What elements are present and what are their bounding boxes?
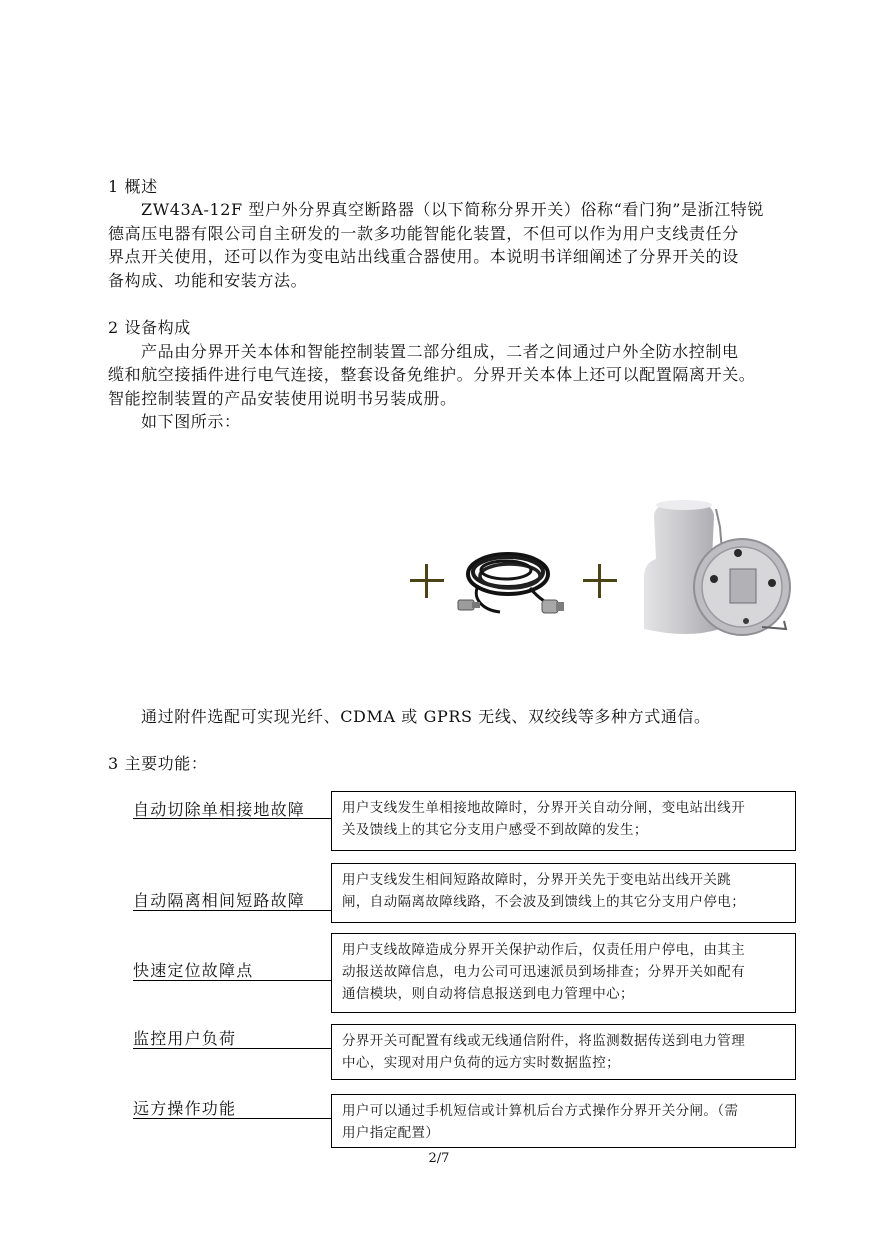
section1-heading: 1 概述 xyxy=(108,177,158,196)
section1-line-1: ZW43A-12F 型户外分界真空断路器（以下简称分界开关）俗称“看门狗”是浙江特锐 xyxy=(141,200,764,219)
figure-caption: 如下图所示： xyxy=(141,412,241,431)
feature-label-ground-fault: 自动切除单相接地故障 xyxy=(133,800,306,819)
section1-line-3: 界点开关使用，还可以作为变电站出线重合器使用。本说明书详细阐述了分界开关的设 xyxy=(108,247,739,266)
feature-label-short-circuit: 自动隔离相间短路故障 xyxy=(133,891,306,910)
feature-desc-load-monitoring xyxy=(331,1024,796,1080)
section3-heading: 3 主要功能： xyxy=(108,754,208,773)
feature-desc-line: 分界开关可配置有线或无线通信附件，将监测数据传送到电力管理 xyxy=(342,1033,746,1049)
feature-desc-line: 用户指定配置） xyxy=(342,1125,440,1141)
feature-desc-remote-operation xyxy=(331,1094,796,1148)
feature-desc-line: 用户支线故障造成分界开关保护动作后，仅责任用户停电，由其主 xyxy=(342,942,746,958)
feature-desc-line: 闸，自动隔离故障线路，不会波及到馈线上的其它分支用户停电； xyxy=(342,894,746,910)
feature-underline xyxy=(133,1118,331,1119)
feature-desc-short-circuit xyxy=(331,863,796,923)
feature-desc-line: 用户可以通过手机短信或计算机后台方式操作分界开关分闸。（需 xyxy=(342,1103,739,1119)
feature-desc-fault-location xyxy=(331,933,796,1013)
communication-note: 通过附件选配可实现光纤、CDMA 或 GPRS 无线、双绞线等多种方式通信。 xyxy=(141,707,711,726)
feature-desc-ground-fault xyxy=(331,791,796,851)
page-number: 2/7 xyxy=(428,1151,450,1166)
feature-desc-line: 通信模块，则自动将信息报送到电力管理中心； xyxy=(342,986,634,1002)
feature-underline xyxy=(133,1048,331,1049)
feature-desc-line: 关及馈线上的其它分支用户感受不到故障的发生； xyxy=(342,822,648,838)
section2-line-2: 缆和航空接插件进行电气连接，整套设备免维护。分界开关本体上还可以配置隔离开关。 xyxy=(108,365,756,384)
plus-icon xyxy=(583,564,617,598)
section1-line-2: 德高压电器有限公司自主研发的一款多功能智能化装置，不但可以作为用户支线责任分 xyxy=(108,224,739,243)
feature-desc-line: 中心，实现对用户负荷的远方实时数据监控； xyxy=(342,1055,620,1071)
section2-line-3: 智能控制装置的产品安装使用说明书另装成册。 xyxy=(108,389,457,408)
feature-desc-line: 动报送故障信息，电力公司可迅速派员到场排查；分界开关如配有 xyxy=(342,964,746,980)
feature-label-remote-operation: 远方操作功能 xyxy=(133,1099,237,1118)
feature-underline xyxy=(133,818,331,819)
feature-underline xyxy=(133,980,331,981)
plus-icon xyxy=(410,564,444,598)
control-cable-image xyxy=(452,528,572,628)
feature-label-load-monitoring: 监控用户负荷 xyxy=(133,1029,237,1048)
feature-desc-line: 用户支线发生单相接地故障时，分界开关自动分闸，变电站出线开 xyxy=(342,800,746,816)
switch-body-image xyxy=(636,497,796,645)
feature-label-fault-location: 快速定位故障点 xyxy=(133,961,254,980)
section2-heading: 2 设备构成 xyxy=(108,318,191,337)
feature-desc-line: 用户支线发生相间短路故障时，分界开关先于变电站出线开关跳 xyxy=(342,872,732,888)
section2-line-1: 产品由分界开关本体和智能控制装置二部分组成，二者之间通过户外全防水控制电 xyxy=(141,342,739,361)
section1-line-4: 备构成、功能和安装方法。 xyxy=(108,271,308,290)
feature-underline xyxy=(133,910,331,911)
